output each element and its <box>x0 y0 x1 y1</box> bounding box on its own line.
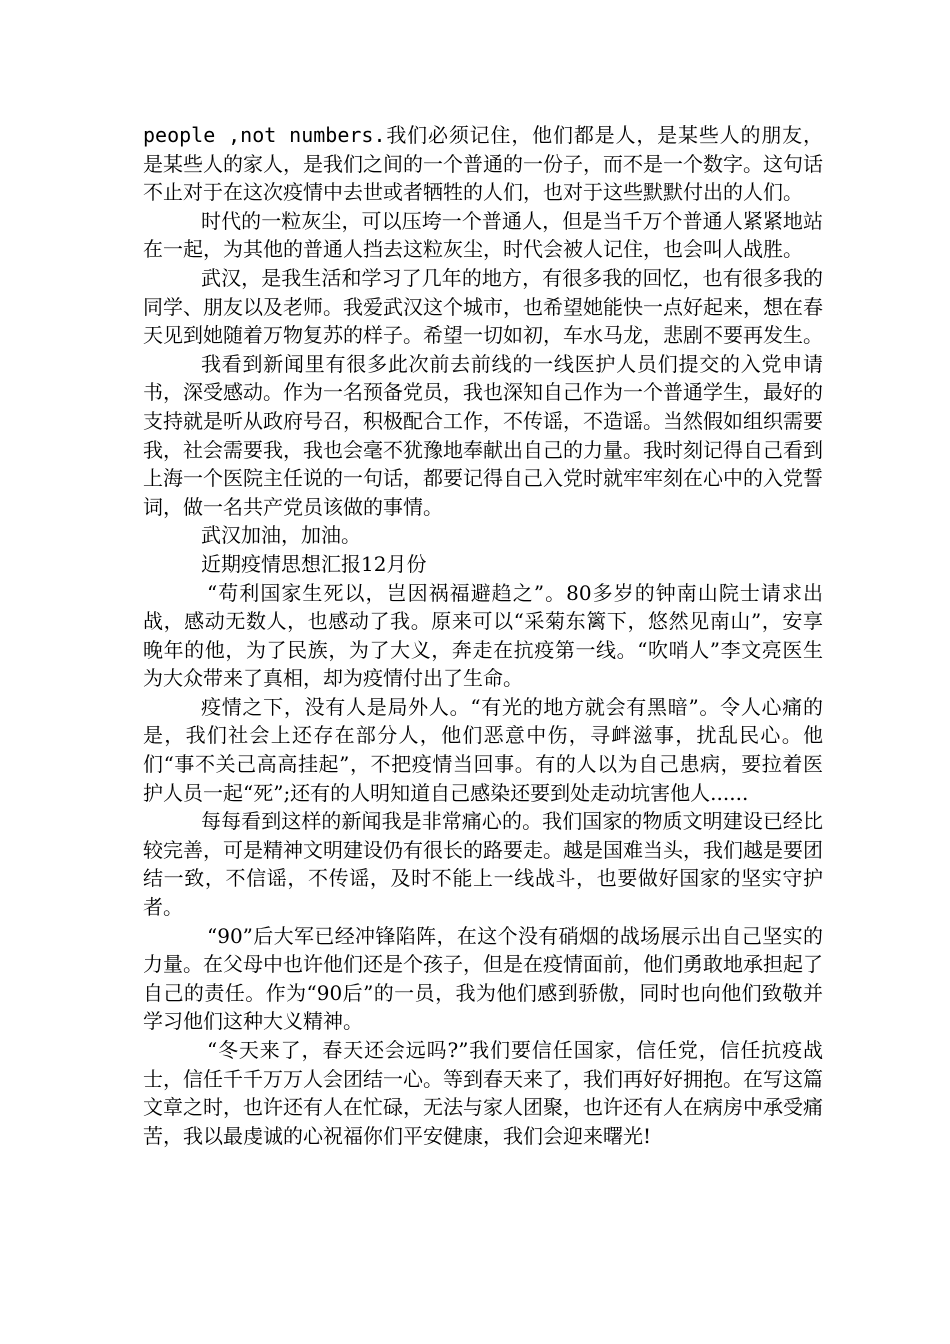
paragraph-8: 疫情之下，没有人是局外人。“有光的地方就会有黑暗”。令人心痛的是，我们社会上还存在部分人，他们恶意中伤，寻衅滋事，扰乱民心。他们“事不关己高高挂起”，不把疫情当回事。有的人以为自己患病，要拉着医护人员一起“死”;还有的人明知道自己感染还要到处走动坑害他人...... <box>143 694 823 805</box>
paragraph-3: 武汉，是我生活和学习了几年的地方，有很多我的回忆，也有很多我的同学、朋友以及老师。我爱武汉这个城市，也希望她能快一点好起来，想在春天见到她随着万物复苏的样子。希望一切如初，车水马龙，悲剧不要再发生。 <box>143 265 823 348</box>
paragraph-1-text: 我们必须记住，他们都是人，是某些人的朋友，是某些人的家人，是我们之间的一个普通的一份子，而不是一个数字。这句话不止对于在这次疫情中去世或者牺牲的人们，也对于这些默默付出的人们。 <box>143 123 824 205</box>
paragraph-5: 武汉加油，加油。 <box>201 523 361 548</box>
paragraph-7: “苟利国家生死以，岂因祸福避趋之”。80多岁的钟南山院士请求出战，感动无数人，也感动了我。原来可以“采菊东篱下，悠然见南山”，安享晚年的他，为了民族，为了大义，奔走在抗疫第一线。“吹哨人”李文亮医生为大众带来了真相，却为疫情付出了生命。 <box>143 580 823 691</box>
paragraph-4: 我看到新闻里有很多此次前去前线的一线医护人员们提交的入党申请书，深受感动。作为一名预备党员，我也深知自己作为一个普通学生，最好的支持就是听从政府号召，积极配合工作，不传谣，不造谣。当然假如组织需要我，社会需要我，我也会毫不犹豫地奉献出自己的力量。我时刻记得自己看到上海一个医院主任说的一句话，都要记得自己入党时就牢牢刻在心中的入党誓词，做一名共产党员该做的事情。 <box>143 351 823 519</box>
paragraph-9: 每每看到这样的新闻我是非常痛心的。我们国家的物质文明建设已经比较完善，可是精神文明建设仍有很长的路要走。越是国难当头，我们越是要团结一致，不信谣，不传谣，及时不能上一线战斗，也要做好国家的坚实守护者。 <box>143 809 823 920</box>
document-body <box>143 121 823 1150</box>
paragraph-1 <box>143 121 823 207</box>
section-title: 近期疫情思想汇报12月份 <box>201 551 427 576</box>
paragraph-10: “90”后大军已经冲锋陷阵，在这个没有硝烟的战场展示出自己坚实的力量。在父母中也许他们还是个孩子，但是在疫情面前，他们勇敢地承担起了自己的责任。作为“90后”的一员，我为他们感到骄傲，同时也向他们致敬并学习他们这种大义精神。 <box>143 923 823 1034</box>
paragraph-2: 时代的一粒灰尘，可以压垮一个普通人，但是当千万个普通人紧紧地站在一起，为其他的普通人挡去这粒灰尘，时代会被人记住，也会叫人战胜。 <box>143 208 823 262</box>
paragraph-11: “冬天来了，春天还会远吗?”我们要信任国家，信任党，信任抗疫战士，信任千千万万人会团结一心。等到春天来了，我们再好好拥抱。在写这篇文章之时，也许还有人在忙碌，无法与家人团聚，也许还有人在病房中承受痛苦，我以最虔诚的心祝福你们平安健康，我们会迎来曙光! <box>143 1038 823 1148</box>
paragraph-1-english-lead: people ,not numbers. <box>143 123 386 147</box>
